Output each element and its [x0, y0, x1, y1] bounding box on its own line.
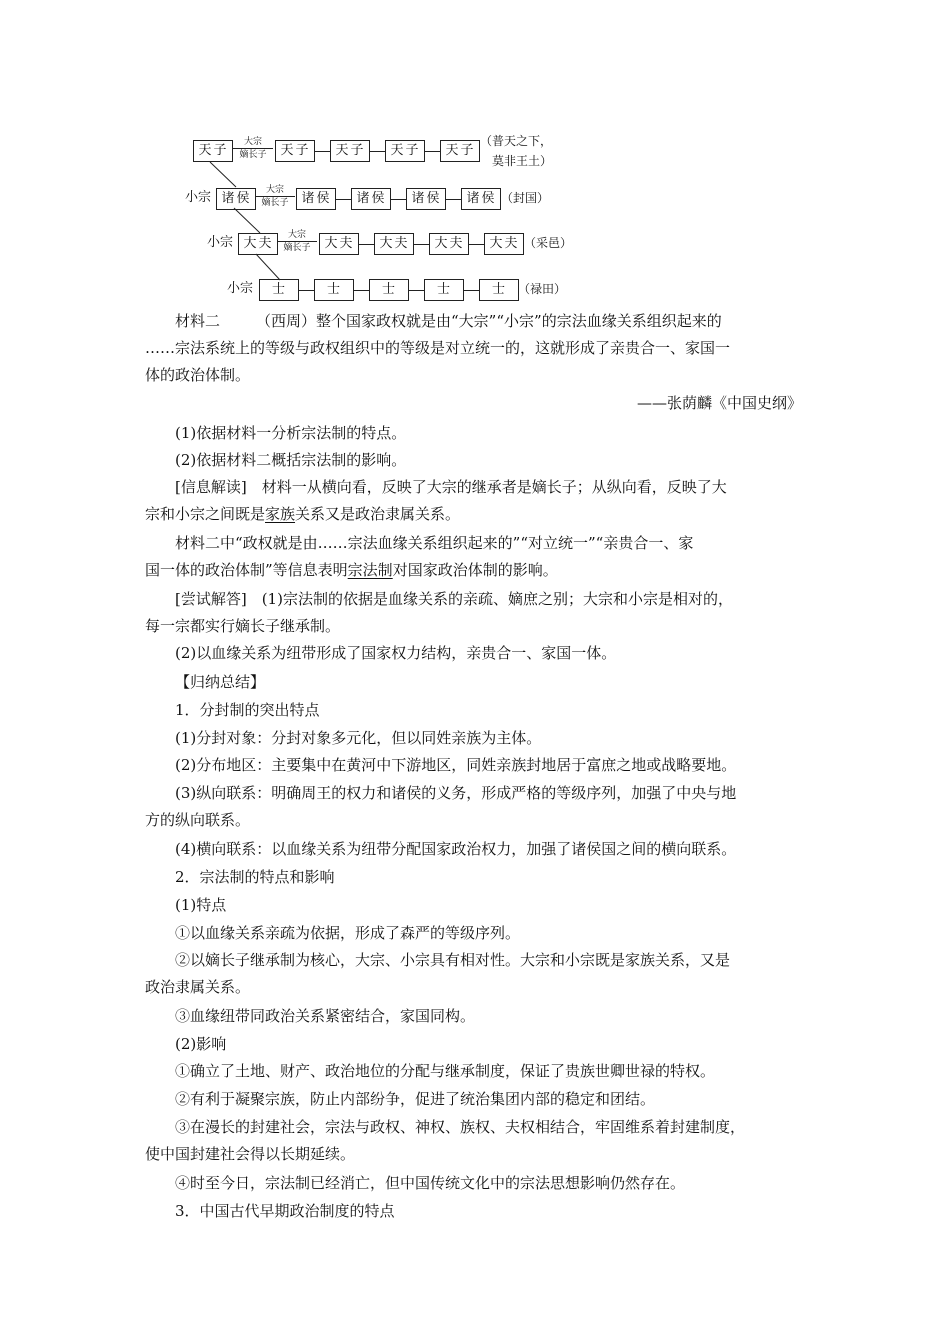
material2-line2: ……宗法系统上的等级与政权组织中的等级是对立统一的，这就形成了亲贵合一、家国一 — [145, 339, 731, 357]
box-zhuhou-head: 诸侯 — [216, 188, 256, 210]
answer-2: (2)以血缘关系为纽带形成了国家权力结构，亲贵合一、家国一体。 — [175, 644, 617, 662]
summary-s2b-item: ②有利于凝聚宗族，防止内部纷争，促进了统治集团内部的稳定和团结。 — [175, 1090, 656, 1108]
note-shi: （禄田） — [518, 282, 567, 296]
box-zhuhou: 诸侯 — [351, 188, 391, 210]
underlined-keyword-jiazu: 家族 — [265, 505, 296, 523]
note-tianzi-line2: 莫非王土） — [492, 154, 553, 168]
summary-s2a-title: (1)特点 — [175, 896, 227, 914]
material2-line1: 材料二 （西周）整个国家政权就是由“大宗”“小宗”的宗法血缘关系组织起来的 — [175, 312, 722, 330]
summary-s1-item-cont: 方的纵向联系。 — [145, 811, 251, 829]
label-xiaozong: 小宗 — [207, 235, 234, 250]
box-daifu: 大夫 — [429, 233, 469, 255]
underlined-keyword-zongfazhi: 宗法制 — [347, 561, 393, 579]
box-daifu-head: 大夫 — [238, 233, 278, 255]
summary-s3-title: 3．中国古代早期政治制度的特点 — [175, 1202, 395, 1220]
question-2: (2)依据材料二概括宗法制的影响。 — [175, 451, 407, 469]
dazong-dizhangzi-label: 大宗 嫡长子 — [277, 230, 317, 253]
summary-s1-title: 1．分封制的突出特点 — [175, 701, 320, 719]
info-reading-line1: [信息解读] 材料一从横向看，反映了大宗的继承者是嫡长子；从纵向看，反映了大 — [175, 478, 727, 496]
note-daifu: （采邑） — [524, 236, 573, 250]
summary-s2a-item: ②以嫡长子继承制为核心，大宗、小宗具有相对性。大宗和小宗既是家族关系，又是 — [175, 951, 731, 969]
box-zhuhou: 诸侯 — [406, 188, 446, 210]
box-shi: 士 — [259, 279, 299, 301]
summary-s2b-item: ④时至今日，宗法制已经消亡，但中国传统文化中的宗法思想影响仍然存在。 — [175, 1174, 686, 1192]
box-tianzi: 天子 — [440, 140, 480, 162]
summary-s1-item: (3)纵向联系：明确周王的权力和诸侯的义务，形成严格的等级序列，加强了中央与地 — [175, 784, 737, 802]
box-daifu: 大夫 — [319, 233, 359, 255]
box-shi: 士 — [314, 279, 354, 301]
summary-s2b-item-cont: 使中国封建社会得以长期延续。 — [145, 1145, 356, 1163]
summary-s1-item: (4)横向联系：以血缘关系为纽带分配国家政治权力，加强了诸侯国之间的横向联系。 — [175, 840, 737, 858]
zongfa-hierarchy-diagram — [180, 128, 820, 308]
box-daifu: 大夫 — [484, 233, 524, 255]
summary-s1-item: (2)分布地区：主要集中在黄河中下游地区，同姓亲族封地居于富庶之地或战略要地。 — [175, 756, 737, 774]
label-xiaozong: 小宗 — [185, 190, 212, 205]
summary-s2b-item: ①确立了土地、财产、政治地位的分配与继承制度，保证了贵族世卿世禄的特权。 — [175, 1062, 716, 1080]
summary-heading: 【归纳总结】 — [175, 673, 266, 691]
box-tianzi: 天子 — [275, 140, 315, 162]
info-reading-line2: 宗和小宗之间既是家族关系又是政治隶属关系。 — [145, 505, 461, 523]
label-xiaozong: 小宗 — [227, 281, 254, 296]
material2-line3: 体的政治体制。 — [145, 366, 251, 384]
summary-s2b-item: ③在漫长的封建社会，宗法与政权、神权、族权、夫权相结合，牢固维系着封建制度， — [175, 1118, 746, 1136]
box-tianzi: 天子 — [385, 140, 425, 162]
note-tianzi-line1: （普天之下， — [480, 134, 553, 148]
material2-source: ——张荫麟《中国史纲》 — [636, 394, 802, 412]
dazong-dizhangzi-label: 大宗 嫡长子 — [233, 137, 273, 160]
box-daifu: 大夫 — [374, 233, 414, 255]
summary-s2a-item-cont: 政治隶属关系。 — [145, 978, 251, 996]
box-zhuhou: 诸侯 — [461, 188, 501, 210]
info-reading-b-line1: 材料二中“政权就是由……宗法血缘关系组织起来的”“对立统一”“亲贵合一、家 — [175, 534, 694, 552]
summary-s2b-title: (2)影响 — [175, 1035, 227, 1053]
summary-s1-item: (1)分封对象：分封对象多元化，但以同姓亲族为主体。 — [175, 729, 542, 747]
dazong-dizhangzi-label: 大宗 嫡长子 — [255, 185, 295, 208]
question-1: (1)依据材料一分析宗法制的特点。 — [175, 424, 407, 442]
box-tianzi-head: 天子 — [193, 140, 233, 162]
box-shi: 士 — [424, 279, 464, 301]
info-reading-b-line2: 国一体的政治体制”等信息表明宗法制对国家政治体制的影响。 — [145, 561, 558, 579]
summary-s2-title: 2．宗法制的特点和影响 — [175, 868, 335, 886]
note-zhuhou: （封国） — [501, 191, 550, 205]
answer-line2: 每一宗都实行嫡长子继承制。 — [145, 617, 341, 635]
box-shi: 士 — [479, 279, 519, 301]
answer-line1: [尝试解答] (1)宗法制的依据是血缘关系的亲疏、嫡庶之别；大宗和小宗是相对的， — [175, 590, 733, 608]
summary-s2a-item: ①以血缘关系亲疏为依据，形成了森严的等级序列。 — [175, 924, 521, 942]
box-zhuhou: 诸侯 — [296, 188, 336, 210]
summary-s2a-item: ③血缘纽带同政治关系紧密结合，家国同构。 — [175, 1007, 476, 1025]
box-shi: 士 — [369, 279, 409, 301]
box-tianzi: 天子 — [330, 140, 370, 162]
